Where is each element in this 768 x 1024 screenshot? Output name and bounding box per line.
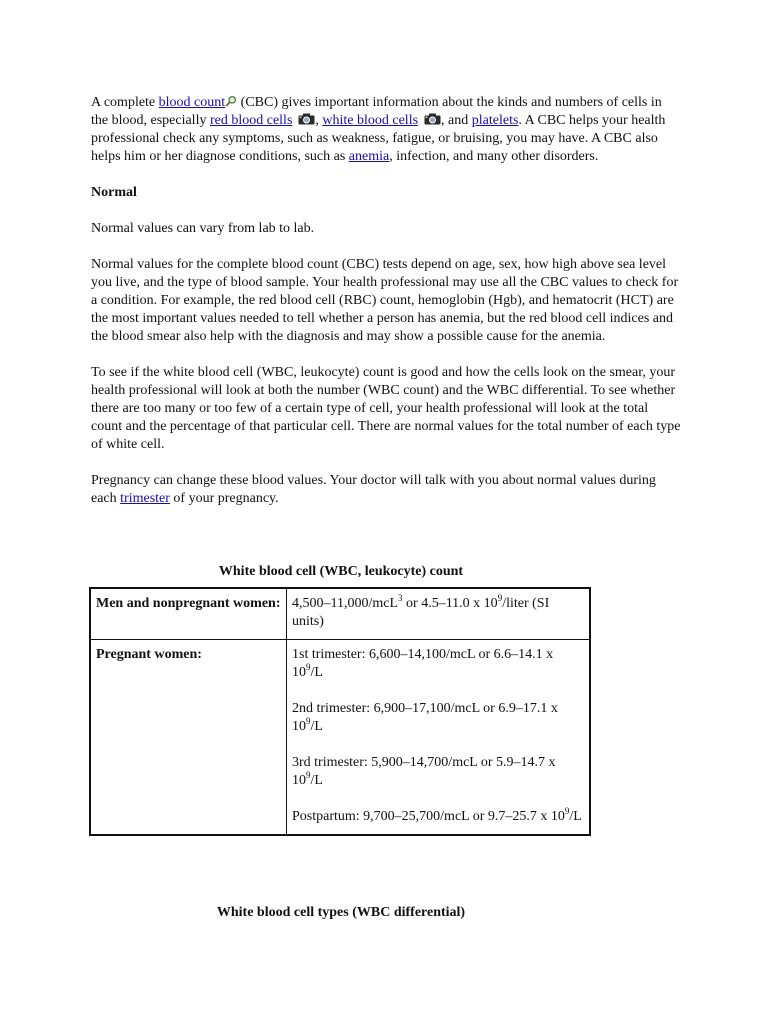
value-line — [292, 646, 584, 682]
value-text: /L — [310, 665, 323, 680]
table-caption-wbc-count: White blood cell (WBC, leukocyte) count — [218, 564, 464, 579]
superscript: 9 — [306, 770, 311, 780]
trimester-link[interactable]: trimester — [120, 491, 170, 506]
superscript: 9 — [306, 662, 311, 672]
value-text: or 4.5–11.0 x 10 — [402, 596, 498, 611]
value-text: /L — [310, 773, 323, 788]
value-text: 2nd trimester: 6,900–17,100/mcL or 6.9–17.1 x 10 — [292, 701, 558, 734]
intro-paragraph — [91, 94, 681, 166]
article-body — [91, 94, 681, 508]
table-row — [90, 588, 590, 640]
paragraph-depend: Normal values for the complete blood count (CBC) tests depend on age, sex, how high above sea level you live, and the type of blood sample. Your health professional may use all the CBC values to check for a condition. For example, the red blood cell (RBC) count, hemoglobin (Hgb), and hematocrit (HCT) are the most important values needed to tell whether a person has anemia, but the red blood cell indices and the blood smear also help with the diagnosis and may show a possible cause for the anemia. — [91, 257, 679, 344]
value-line — [292, 754, 584, 790]
value-text: /liter (SI units) — [292, 596, 550, 629]
value-text: 1st trimester: 6,600–14,100/mcL or 6.6–14.1 x 10 — [292, 647, 554, 680]
section-heading-normal: Normal — [91, 185, 137, 200]
intro-text: , — [315, 113, 323, 128]
intro-text: , infection, and many other disorders. — [389, 149, 599, 164]
anemia-link[interactable]: anemia — [348, 149, 390, 164]
value-text: Postpartum: 9,700–25,700/mcL or 9.7–25.7 x 10 — [292, 809, 565, 824]
intro-text: A complete — [91, 95, 159, 110]
table-cell-label: Pregnant women: — [90, 640, 287, 836]
value-text: /L — [569, 809, 582, 824]
table-cell-value — [287, 588, 591, 640]
wbc-count-table — [89, 587, 591, 836]
intro-text: , and — [441, 113, 472, 128]
white-blood-cells-link[interactable]: white blood cells — [322, 113, 419, 128]
pregnancy-text: of your pregnancy. — [169, 491, 279, 506]
superscript: 9 — [306, 716, 311, 726]
value-line — [292, 808, 584, 826]
superscript: 9 — [497, 593, 503, 603]
value-text: /L — [310, 719, 323, 734]
blood-count-link[interactable]: blood count — [158, 95, 226, 110]
platelets-link[interactable]: platelets — [471, 113, 519, 128]
red-blood-cells-link[interactable]: red blood cells — [209, 113, 293, 128]
intro-text: (CBC) gives important information about the kinds and numbers of cells in the blood, especially — [91, 95, 662, 128]
camera-icon[interactable] — [298, 113, 315, 125]
paragraph-wbc: To see if the white blood cell (WBC, leukocyte) count is good and how the cells look on the smear, your health professional will look at both the number (WBC count) and the WBC differential. To see whether there are too many or too few of a certain type of cell, your health professional will look at the total count and the percentage of that particular cell. There are normal values for the total number of each type of white cell. — [91, 365, 681, 452]
value-line — [292, 700, 584, 736]
pregnancy-text: Pregnancy can change these blood values. Your doctor will talk with you about normal values during each — [91, 473, 656, 506]
intro-text: . A CBC helps your health professional check any symptoms, such as weakness, fatigue, or bruising, you may have. A CBC also helps him or her diagnose conditions, such as — [91, 113, 666, 164]
table-caption-wbc-differential: White blood cell types (WBC differential) — [216, 905, 466, 920]
camera-icon[interactable] — [424, 113, 441, 125]
table-cell-value — [287, 640, 591, 836]
superscript: 9 — [564, 806, 570, 816]
value-line — [292, 595, 584, 631]
table-cell-label: Men and nonpregnant women: — [90, 588, 287, 640]
superscript: 3 — [398, 593, 403, 603]
table-row — [90, 640, 590, 836]
value-text: 3rd trimester: 5,900–14,700/mcL or 5.9–14.7 x 10 — [292, 755, 556, 788]
paragraph-vary: Normal values can vary from lab to lab. — [91, 221, 315, 236]
value-text: 4,500–11,000/mcL — [292, 596, 399, 611]
paragraph-pregnancy — [91, 472, 681, 508]
magnifier-icon[interactable] — [225, 95, 237, 107]
